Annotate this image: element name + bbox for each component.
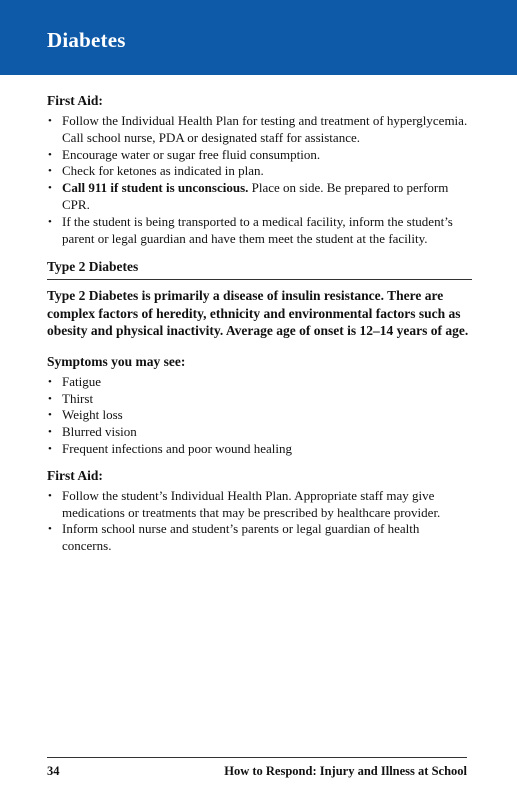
list-item-text: Check for ketones as indicated in plan.	[62, 163, 264, 179]
list-item: • Frequent infections and poor wound healing	[47, 441, 472, 458]
symptoms-heading: Symptoms you may see:	[47, 353, 186, 369]
symptoms-list	[47, 374, 472, 458]
emphasis-text: Call 911 if student is unconscious.	[62, 180, 249, 196]
type2-heading: Type 2 Diabetes	[47, 259, 472, 280]
first-aid-heading: First Aid:	[47, 93, 103, 108]
list-item-text: Place on side. Be prepared to perform CPR.	[62, 180, 449, 212]
first-aid-heading: First Aid:	[47, 467, 103, 483]
list-item: • Follow the student’s Individual Health Plan. Appropriate staff may give medications or treatments that may be prescribed by healthcare provider.	[47, 488, 472, 522]
first-aid-list	[47, 113, 472, 247]
list-item: • Fatigue	[47, 374, 472, 391]
book-title: How to Respond: Injury and Illness at School	[224, 764, 467, 778]
list-item: • Inform school nurse and student’s parents or legal guardian of health concerns.	[47, 521, 472, 555]
header-band	[0, 0, 517, 75]
page-title: Diabetes	[47, 28, 126, 52]
list-item	[47, 180, 472, 214]
list-item	[47, 163, 472, 180]
list-item-text: If the student is being transported to a medical facility, inform the student’s parent or legal guardian and have them meet the student at the facility.	[62, 213, 453, 246]
list-item: • Blurred vision	[47, 424, 472, 441]
first-aid-list	[47, 488, 472, 555]
list-item: • Weight loss	[47, 407, 472, 424]
footer-divider	[47, 757, 467, 758]
main-content	[47, 93, 472, 555]
list-item: • Thirst	[47, 391, 472, 408]
list-item-text: Encourage water or sugar free fluid consumption.	[62, 146, 321, 162]
type2-intro: Type 2 Diabetes is primarily a disease of insulin resistance. There are complex factors of heredity, ethnicity and environmental factors such as obesity and physical inactivity. Average age of onset is 12–14 years of age.	[47, 288, 469, 339]
list-item	[47, 147, 472, 164]
list-item	[47, 214, 472, 248]
list-item	[47, 113, 472, 147]
list-item-text: Follow the Individual Health Plan for testing and treatment of hyperglycemia. Call school nurse, PDA or designated staff for assistance.	[62, 113, 468, 145]
page-number: 34	[47, 764, 60, 778]
